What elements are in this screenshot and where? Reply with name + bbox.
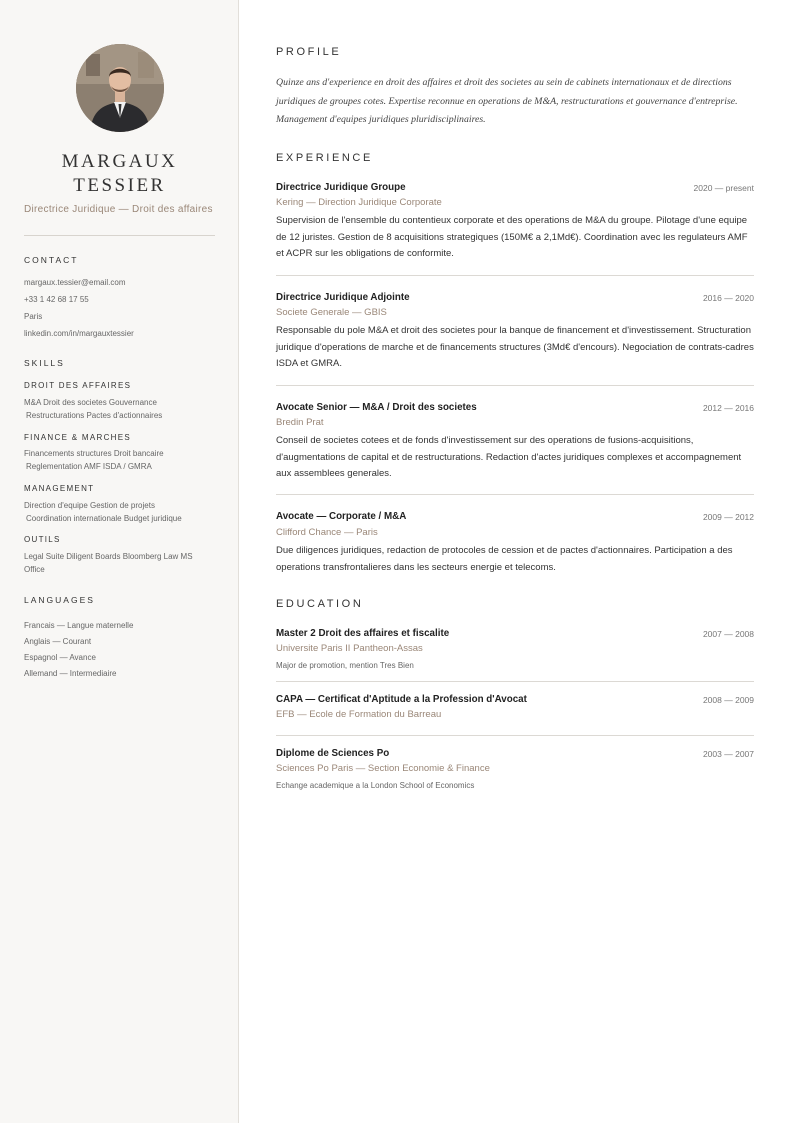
contact-location: Paris	[24, 312, 43, 321]
divider	[276, 681, 754, 682]
job-dates: 2020 — present	[693, 183, 754, 193]
job-dates: 2016 — 2020	[702, 293, 754, 303]
job-description: Conseil de societes cotees et de fonds d'investissement sur des operations de fusions-acquisitions, d'augmentations de capital et de restructurations. Redaction d'actes juridiques complexes et accompagnement aux assemblees generales.	[276, 435, 742, 479]
education-note: Echange academique a la London School of Economics	[276, 781, 475, 790]
skill-line: Direction d'equipe Gestion de projets	[24, 501, 155, 510]
skill-line: Financements structures Droit bancaire	[24, 449, 164, 458]
candidate-title: Directrice Juridique — Droit des affaires	[24, 204, 213, 215]
name-line-2: TESSIER	[73, 175, 166, 196]
divider	[276, 385, 754, 386]
profile-text: Quinze ans d'experience en droit des affaires et droit des societes au sein de cabinets internationaux et de directions juridiques de groupes cotes. Expertise reconnue en operations de M&A, restructurations et gouvernance d'entreprise. Management d'equipes juridiques pluridisciplinaires.	[276, 77, 738, 125]
job-title: Directrice Juridique Groupe	[276, 182, 406, 193]
job-description: Due diligences juridiques, redaction de protocoles de cession et de pactes d'actionnaires. Participation a des operations transfrontalieres dans les secteurs energie et telecoms.	[276, 545, 733, 573]
job-title: Avocate Senior — M&A / Droit des societes	[276, 402, 477, 413]
candidate-name	[24, 150, 215, 198]
job-title: Avocate — Corporate / M&A	[276, 511, 407, 522]
divider	[276, 494, 754, 495]
skill-line: M&A Droit des societes Gouvernance	[24, 398, 157, 407]
sidebar-divider	[24, 235, 215, 236]
language-item: Anglais — Courant	[24, 637, 92, 646]
job-description: Responsable du pole M&A et droit des societes pour la banque de financement et d'investissement. Structuration juridique d'operations de marche et de financements structures (3Md€ d'encours). Negociation de contrats-cadres ISDA et GMRA.	[276, 325, 754, 369]
job-title: Directrice Juridique Adjointe	[276, 292, 410, 303]
skill-line: Legal Suite Diligent Boards Bloomberg Law MS	[24, 552, 193, 561]
education-note: Major de promotion, mention Tres Bien	[276, 661, 414, 670]
skill-group-title: MANAGEMENT	[24, 484, 95, 493]
portrait-photo	[76, 44, 164, 132]
language-item: Francais — Langue maternelle	[24, 621, 134, 630]
job-company: Clifford Chance — Paris	[276, 527, 378, 538]
skill-group-items	[24, 550, 216, 576]
job-company: Bredin Prat	[276, 417, 324, 428]
name-line-1: MARGAUX	[61, 151, 178, 172]
education-school: Universite Paris II Pantheon-Assas	[276, 643, 423, 654]
education-dates: 2008 — 2009	[702, 695, 754, 705]
skill-group-title: FINANCE & MARCHES	[24, 433, 131, 442]
divider	[276, 735, 754, 736]
contact-heading: CONTACT	[24, 255, 79, 265]
experience-heading: EXPERIENCE	[276, 152, 373, 164]
profile-heading: PROFILE	[276, 46, 342, 58]
skill-line: Office	[24, 565, 45, 574]
job-company: Kering — Direction Juridique Corporate	[276, 197, 442, 208]
education-title: Master 2 Droit des affaires et fiscalite	[276, 628, 450, 639]
skill-group-title: OUTILS	[24, 535, 61, 544]
education-dates: 2003 — 2007	[702, 749, 754, 759]
education-dates: 2007 — 2008	[702, 629, 754, 639]
contact-email[interactable]: margaux.tessier@email.com	[24, 278, 126, 287]
education-title: CAPA — Certificat d'Aptitude a la Profession d'Avocat	[276, 694, 527, 705]
divider	[276, 275, 754, 276]
language-item: Espagnol — Avance	[24, 653, 96, 662]
contact-linkedin[interactable]: linkedin.com/in/margauxtessier	[24, 329, 134, 338]
languages-heading: LANGUAGES	[24, 595, 95, 605]
education-title: Diplome de Sciences Po	[276, 748, 390, 759]
skill-line: Coordination internationale Budget juridique	[26, 514, 182, 523]
skill-line: Reglementation AMF ISDA / GMRA	[26, 462, 152, 471]
education-heading: EDUCATION	[276, 598, 364, 610]
skill-line: Restructurations Pactes d'actionnaires	[26, 411, 163, 420]
job-dates: 2009 — 2012	[702, 512, 754, 522]
skill-group-title: DROIT DES AFFAIRES	[24, 381, 132, 390]
skills-heading: SKILLS	[24, 358, 65, 368]
education-school: EFB — Ecole de Formation du Barreau	[276, 709, 442, 720]
job-description: Supervision de l'ensemble du contentieux corporate et des operations de M&A du groupe. Pilotage d'une equipe de 12 juristes. Gestion de 8 acquisitions strategiques (150M€ a 2,1Md€). Coordination avec les regulateurs AMF et ACPR sur les obligations de conformite.	[276, 215, 748, 259]
language-item: Allemand — Intermediaire	[24, 669, 117, 678]
contact-phone[interactable]: +33 1 42 68 17 55	[24, 295, 89, 304]
skill-group-items	[24, 396, 216, 422]
job-company: Societe Generale — GBIS	[276, 307, 387, 318]
education-school: Sciences Po Paris — Section Economie & Finance	[276, 763, 490, 774]
skill-group-items	[24, 447, 216, 473]
skill-group-items	[24, 499, 216, 525]
job-dates: 2012 — 2016	[702, 403, 754, 413]
avatar	[76, 44, 164, 132]
